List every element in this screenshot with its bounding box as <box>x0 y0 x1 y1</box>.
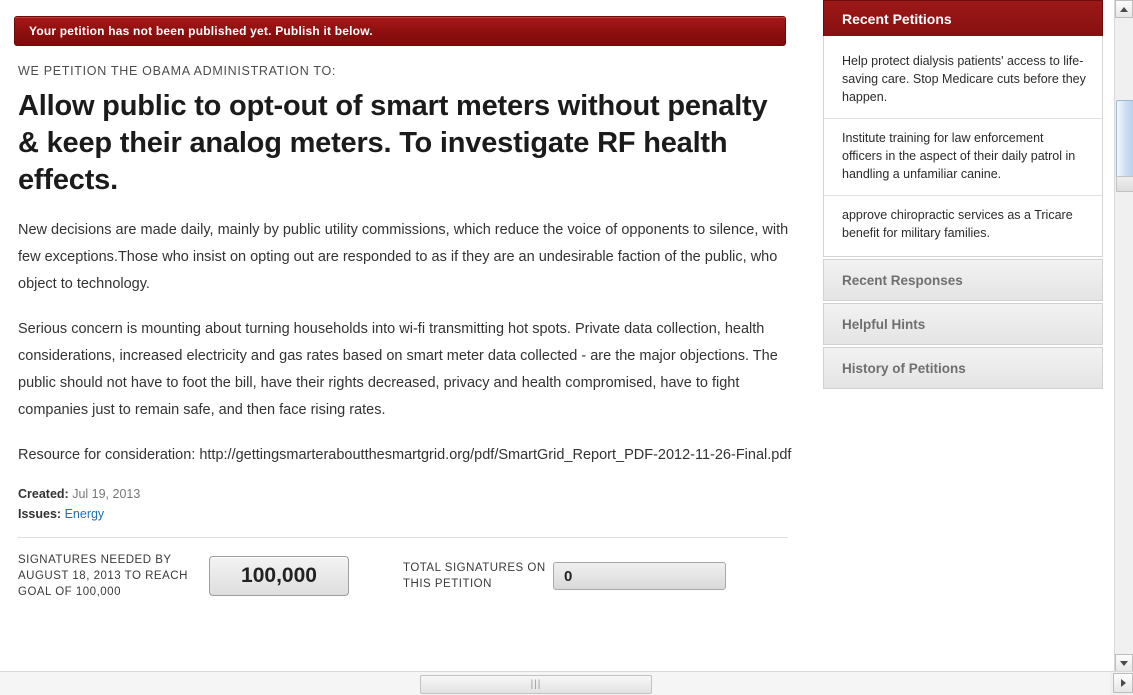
sidebar-item-history-of-petitions[interactable] <box>823 347 1103 389</box>
signatures-needed-value: 100,000 <box>241 564 317 587</box>
list-item[interactable] <box>824 42 1102 119</box>
page-title: Allow public to opt-out of smart meters without penalty & keep their analog meters. To investigate RF health effects. <box>18 90 768 196</box>
total-signatures-value: 0 <box>564 567 573 585</box>
recent-petitions-list <box>823 36 1103 257</box>
recent-petitions-header <box>823 0 1103 36</box>
issue-link-energy[interactable]: Energy <box>64 507 105 521</box>
total-signatures-box <box>553 562 726 590</box>
grip-icon: ||| <box>530 679 542 690</box>
vertical-scrollbar-thumb[interactable] <box>1116 100 1133 180</box>
sidebar-item-label: Recent Responses <box>842 272 963 288</box>
petition-paragraph: New decisions are made daily, mainly by public utility commissions, which reduce the voice of opponents to silence, with few exceptions.Those who insist on opting out are responded to as if they are an undesirable faction of the public, who object to technology. <box>18 222 789 292</box>
sidebar-item-helpful-hints[interactable] <box>823 303 1103 345</box>
scroll-up-icon[interactable] <box>1115 0 1133 18</box>
list-item[interactable] <box>824 196 1102 254</box>
sidebar-item-recent-responses[interactable] <box>823 259 1103 301</box>
total-signatures-label: TOTAL SIGNATURES ON THIS PETITION <box>403 562 546 590</box>
sidebar-item-label: Helpful Hints <box>842 316 926 332</box>
scroll-right-icon[interactable] <box>1113 673 1133 693</box>
vertical-scrollbar[interactable] <box>1114 0 1133 672</box>
petition-paragraph: Serious concern is mounting about turning households into wi-fi transmitting hot spots. Private data collection, health considerations, increased electricity and gas rates based on smart meter data collected - are the major objections. The public should not have to foot the bill, have their rights decreased, privacy and health compromised, have to fight companies just to remain safe, and then face rising rates. <box>18 321 778 418</box>
signatures-needed-box <box>209 556 349 596</box>
sidebar <box>823 0 1103 389</box>
recent-petition-link[interactable]: approve chiropractic services as a Tricare benefit for military families. <box>842 208 1073 240</box>
created-value: Jul 19, 2013 <box>72 487 141 501</box>
recent-petition-link[interactable]: Help protect dialysis patients' access to life-saving care. Stop Medicare cuts before they happen. <box>842 54 1086 104</box>
recent-petitions-title: Recent Petitions <box>842 10 952 27</box>
created-meta <box>18 487 782 501</box>
signature-summary <box>18 552 782 600</box>
signatures-needed-label: SIGNATURES NEEDED BY AUGUST 18, 2013 TO REACH GOAL OF 100,000 <box>18 554 188 598</box>
horizontal-scrollbar-thumb[interactable] <box>420 675 652 694</box>
section-divider <box>18 537 788 538</box>
unpublished-alert-banner <box>14 16 786 46</box>
issues-meta <box>18 507 782 521</box>
petition-body <box>18 217 793 469</box>
horizontal-scrollbar-track[interactable] <box>0 672 1110 695</box>
horizontal-scrollbar[interactable] <box>0 671 1133 695</box>
sidebar-item-label: History of Petitions <box>842 360 966 376</box>
petition-paragraph: Resource for consideration: http://gettingsmarteraboutthesmartgrid.org/pdf/SmartGrid_Report_PDF-2012-11-26-Final.pdf <box>18 447 792 463</box>
created-label: Created: <box>18 487 69 501</box>
scroll-down-icon[interactable] <box>1115 654 1133 672</box>
recent-petition-link[interactable]: Institute training for law enforcement officers in the aspect of their daily patrol in handling a unfamiliar canine. <box>842 131 1076 181</box>
petition-kicker: WE PETITION THE OBAMA ADMINISTRATION TO: <box>18 64 337 78</box>
list-item[interactable] <box>824 119 1102 196</box>
alert-message: Your petition has not been published yet. Publish it below. <box>29 24 373 38</box>
vertical-scrollbar-grip[interactable] <box>1116 176 1133 192</box>
issues-label: Issues: <box>18 507 62 521</box>
